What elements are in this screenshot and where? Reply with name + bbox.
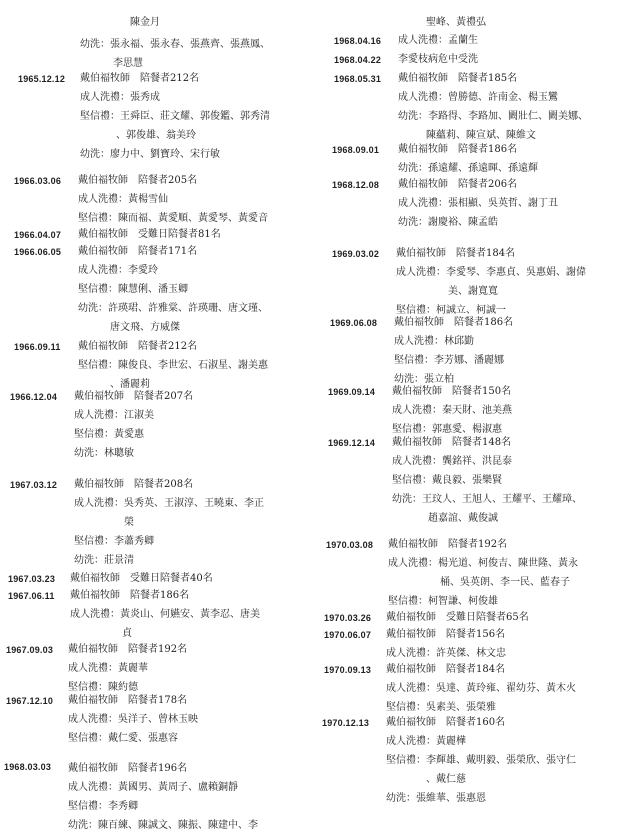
record-line: 成人洗禮：吳秀英、王淑淳、王曉東、李正 bbox=[74, 498, 264, 509]
record-line: 成人洗禮：黃麗樺 bbox=[386, 736, 466, 747]
record-line: 堅信禮：戴仁愛、張惠容 bbox=[68, 733, 178, 744]
record-line: 、郭俊雄、翁美玲 bbox=[116, 130, 196, 141]
record-line: 堅信禮：陳慧俐、潘玉卿 bbox=[78, 284, 188, 295]
record-date: 1969.06.08 bbox=[330, 318, 378, 328]
record-line: 戴伯福牧師 陪餐者185名 bbox=[398, 73, 518, 84]
record-line: 幼洗：張維華、張惠恩 bbox=[386, 793, 486, 804]
record-date: 1970.03.08 bbox=[326, 540, 374, 550]
record-line: 成人洗禮：孟蘭生 bbox=[398, 35, 478, 46]
record-line: 堅信禮：戴良毅、張樂賢 bbox=[392, 475, 502, 486]
record-line: 戴伯福牧師 陪餐者205名 bbox=[78, 175, 198, 186]
record-line: 李愛枝病危中受洗 bbox=[398, 54, 478, 65]
left-column bbox=[0, 0, 310, 831]
record-date: 1965.12.12 bbox=[18, 74, 66, 84]
record-line: 成人洗禮：林邱勤 bbox=[394, 336, 474, 347]
record-line: 成人洗禮：李愛玲 bbox=[78, 265, 158, 276]
record-line: 幼洗：王玟人、王旭人、王耀平、王耀璋、 bbox=[392, 494, 582, 505]
record-line: 幼洗：廖力中、劉寶玲、宋行敏 bbox=[80, 149, 220, 160]
record-line: 戴伯福牧師 陪餐者212名 bbox=[78, 341, 198, 352]
record-date: 1968.12.08 bbox=[332, 180, 380, 190]
record-line: 成人洗禮：吳洋子、曾林玉映 bbox=[68, 714, 198, 725]
record-line: 堅信禮：李輝雄、戴明毅、張榮欣、張守仁 bbox=[386, 755, 576, 766]
record-line: 幼洗：孫遠耀、孫遠暉、孫遠輝 bbox=[398, 163, 538, 174]
right-column bbox=[318, 0, 628, 811]
record-line: 幼洗：林聰敏 bbox=[74, 448, 134, 459]
record-line: 堅信禮：李秀卿 bbox=[68, 801, 138, 812]
record-date: 1966.04.07 bbox=[14, 230, 62, 240]
record-date: 1969.03.02 bbox=[332, 249, 380, 259]
record-date: 1967.06.11 bbox=[8, 591, 55, 601]
record-line: 堅信禮：陳俊良、李世宏、石淑星、謝美惠 bbox=[78, 360, 268, 371]
record-line: 陳金月 bbox=[130, 17, 160, 28]
record-line: 戴伯福牧師 陪餐者207名 bbox=[74, 391, 194, 402]
record-line: 李思慧 bbox=[113, 58, 143, 69]
record-line: 成人洗禮：黃國男、黃周子、盧賴銅靜 bbox=[68, 782, 238, 793]
record-date: 1970.09.13 bbox=[324, 665, 372, 675]
record-line: 成人洗禮：黃麗華 bbox=[68, 663, 148, 674]
record-line: 趙嘉誼、戴俊誠 bbox=[428, 513, 498, 524]
record-date: 1969.12.14 bbox=[328, 438, 376, 448]
record-line: 幼洗：陳百練、陳誠文、陳振、陳建中、李 bbox=[68, 820, 258, 831]
record-line: 幼洗：莊景清 bbox=[74, 555, 134, 566]
record-line: 堅信禮：陳約德 bbox=[68, 682, 138, 693]
record-line: 戴伯福牧師 陪餐者148名 bbox=[392, 437, 512, 448]
record-date: 1967.03.23 bbox=[8, 574, 56, 584]
record-line: 戴伯福牧師 陪餐者192名 bbox=[388, 539, 508, 550]
record-date: 1967.12.10 bbox=[6, 696, 54, 706]
record-date: 1966.12.04 bbox=[10, 392, 58, 402]
record-line: 成人洗禮：李愛琴、李惠貞、吳惠娟、謝偉 bbox=[396, 267, 586, 278]
record-line: 戴伯福牧師 陪餐者184名 bbox=[396, 248, 516, 259]
record-line: 榮 bbox=[124, 517, 134, 528]
record-line: 堅信禮：李蕭秀卿 bbox=[74, 536, 154, 547]
record-line: 戴伯福牧師 陪餐者160名 bbox=[386, 717, 506, 728]
record-line: 戴伯福牧師 陪餐者186名 bbox=[70, 590, 190, 601]
record-line: 戴伯福牧師 陪餐者186名 bbox=[398, 144, 518, 155]
record-date: 1968.04.16 bbox=[334, 36, 382, 46]
record-line: 成人洗禮：龔銘祥、洪昆泰 bbox=[392, 456, 512, 467]
record-line: 成人洗禮：吳達、黃玲雍、翟幼芬、黃木火 bbox=[386, 683, 576, 694]
record-line: 堅信禮：吳素美、張榮雅 bbox=[386, 702, 496, 713]
record-line: 成人洗禮：楊光道、柯俊吉、陳世隆、黃永 bbox=[388, 558, 578, 569]
record-line: 成人洗禮：黃炎山、何嬿安、黃李忍、唐美 bbox=[70, 609, 260, 620]
record-line: 堅信禮：郭惠愛、楊淑惠 bbox=[392, 424, 502, 435]
record-line: 堅信禮：柯智謙、柯俊雄 bbox=[388, 596, 498, 607]
record-line: 堅信禮：王舜臣、莊文耀、郭俊鑑、郭秀清 bbox=[80, 111, 270, 122]
record-line: 成人洗禮：張秀成 bbox=[80, 92, 160, 103]
record-line: 戴伯福牧師 陪餐者156名 bbox=[386, 629, 506, 640]
record-line: 堅信禮：李芳娜、潘麗娜 bbox=[394, 355, 504, 366]
record-date: 1968.05.31 bbox=[334, 74, 382, 84]
record-line: 堅信禮：柯誠立、柯誠一 bbox=[396, 305, 506, 316]
record-line: 、戴仁慈 bbox=[426, 774, 466, 785]
record-date: 1966.03.06 bbox=[14, 176, 62, 186]
record-line: 戴伯福牧師 陪餐者206名 bbox=[398, 179, 518, 190]
record-date: 1968.04.22 bbox=[334, 55, 382, 65]
record-date: 1967.09.03 bbox=[6, 645, 54, 655]
record-date: 1968.09.01 bbox=[332, 145, 380, 155]
record-date: 1970.12.13 bbox=[322, 718, 370, 728]
record-line: 成人洗禮：張相顯、吳英哲、謝丁丑 bbox=[398, 198, 558, 209]
record-line: 桶、吳英朗、李一民、藍春子 bbox=[440, 577, 570, 588]
record-line: 戴伯福牧師 陪餐者196名 bbox=[68, 763, 188, 774]
record-line: 、潘麗莉 bbox=[110, 379, 150, 390]
record-line: 戴伯福牧師 陪餐者184名 bbox=[386, 664, 506, 675]
record-line: 戴伯福牧師 陪餐者186名 bbox=[394, 317, 514, 328]
record-date: 1970.03.26 bbox=[324, 613, 372, 623]
record-line: 幼洗：謝慶裕、陳孟皓 bbox=[398, 217, 498, 228]
record-line: 貞 bbox=[122, 628, 132, 639]
record-date: 1970.06.07 bbox=[324, 630, 372, 640]
record-line: 戴伯福牧師 陪餐者208名 bbox=[74, 479, 194, 490]
record-line: 幼洗：許瑛珺、許雅棠、許瑛珊、唐文瑾、 bbox=[78, 303, 268, 314]
record-date: 1969.09.14 bbox=[328, 387, 376, 397]
record-line: 戴伯福牧師 受難日陪餐者40名 bbox=[70, 573, 213, 584]
record-line: 堅信禮：陳而福、黃愛順、黃愛琴、黃愛音 bbox=[78, 213, 268, 224]
record-line: 堅信禮：黃愛惠 bbox=[74, 429, 144, 440]
record-line: 幼洗：李路得、李路加、闕壯仁、闕美娜、 bbox=[398, 111, 588, 122]
record-line: 幼洗：張立柏 bbox=[394, 374, 454, 385]
record-line: 聖峰、黃禮弘 bbox=[426, 17, 486, 28]
record-line: 成人洗禮：江淑美 bbox=[74, 410, 154, 421]
record-date: 1966.09.11 bbox=[14, 342, 61, 352]
record-line: 戴伯福牧師 受難日陪餐者65名 bbox=[386, 612, 529, 623]
record-line: 美、謝寬寬 bbox=[448, 286, 498, 297]
record-line: 幼洗：張永福、張永春、張燕齊、張燕鳳、 bbox=[80, 39, 270, 50]
record-line: 戴伯福牧師 陪餐者212名 bbox=[80, 73, 200, 84]
record-line: 成人洗禮：秦天財、池美燕 bbox=[392, 405, 512, 416]
record-line: 戴伯福牧師 陪餐者192名 bbox=[68, 644, 188, 655]
record-line: 戴伯福牧師 陪餐者150名 bbox=[392, 386, 512, 397]
record-date: 1966.06.05 bbox=[14, 247, 62, 257]
record-line: 成人洗禮：許英傑、林文忠 bbox=[386, 648, 506, 659]
record-line: 成人洗禮：曾勝德、許南金、楊玉鸞 bbox=[398, 92, 558, 103]
record-line: 唐文飛、方威傑 bbox=[110, 322, 180, 333]
record-date: 1968.03.03 bbox=[4, 762, 52, 772]
record-date: 1967.03.12 bbox=[10, 480, 58, 490]
record-line: 戴伯福牧師 陪餐者178名 bbox=[68, 695, 188, 706]
record-line: 戴伯福牧師 受難日陪餐者81名 bbox=[78, 229, 221, 240]
record-line: 成人洗禮：黃楊雪仙 bbox=[78, 194, 168, 205]
record-line: 戴伯福牧師 陪餐者171名 bbox=[78, 246, 198, 257]
record-line: 陳蘊莉、陳宣斌、陳維文 bbox=[426, 130, 536, 141]
